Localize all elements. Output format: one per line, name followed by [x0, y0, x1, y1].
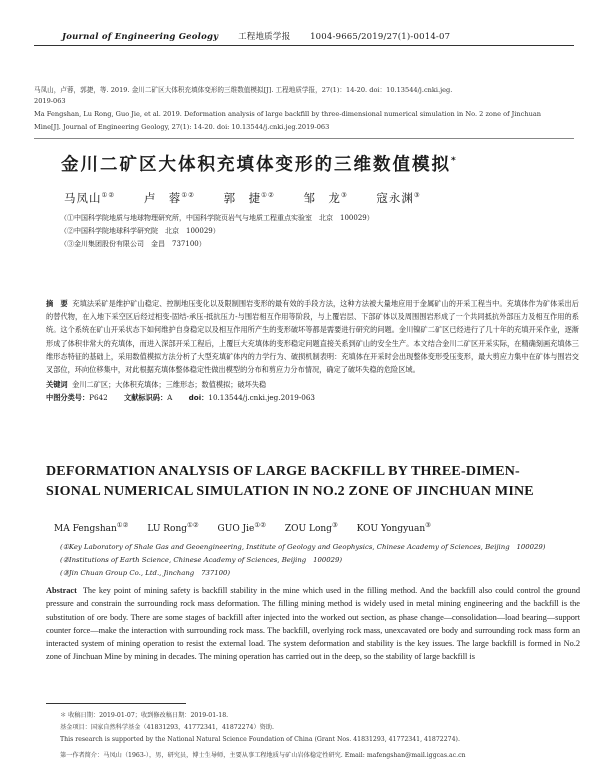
clc-code: P642	[89, 393, 108, 402]
clc-label: 中图分类号：	[46, 393, 90, 402]
journal-header	[62, 30, 450, 42]
citation-rule	[34, 138, 574, 139]
author-en: ZOU Long③	[284, 521, 338, 534]
affiliation-en: (②Institutions of Earth Science, Chinese Academy of Sciences, Beijing 100029)	[60, 556, 343, 564]
author-en: MA Fengshan①②	[54, 521, 129, 534]
citation-cn-line-1: 马凤山，卢蓉，郭捷，等. 2019. 金川二矿区大体积充填体变形的三维数值模拟[J]. 工程地质学报，27(1)：14-20. doi：10.13544/j.cnki.jeg.	[34, 86, 453, 94]
doc-code-label: 文献标识码：	[124, 393, 168, 402]
footnote-funding-en: This research is supported by the National Natural Science Foundation of China (Grant Nos. 41831293, 41772341, 41872274).	[60, 736, 460, 743]
classification-cn	[46, 393, 315, 403]
affiliation-cn: （①中国科学院地质与地球物理研究所，中国科学院页岩气与地质工程重点实验室 北京 100029）	[60, 214, 374, 222]
authors-en	[54, 521, 447, 534]
keywords-cn	[46, 380, 266, 390]
affiliation-cn: （②中国科学院地球科学研究院 北京 100029）	[60, 227, 220, 235]
title-en-line-1: DEFORMATION ANALYSIS OF LARGE BACKFILL BY THREE-DIMEN-	[46, 464, 520, 479]
citation-en-line-1: Ma Fengshan, Lu Rong, Guo Jie, et al. 2019. Deformation analysis of large backfill by three-dimensional numerical simulation in No. 2 zone of Jinchuan	[34, 110, 542, 118]
author-en: GUO Jie①②	[217, 521, 267, 534]
title-cn	[61, 151, 458, 176]
abstract-cn	[46, 297, 579, 376]
footnote-author: 第一作者简介：马凤山（1963-），男，研究员，博士生导师，主要从事工程地质与矿山岩体稳定性研究. Email: mafengshan@mail.iggcas.ac.cn	[60, 752, 466, 759]
footnote-rule	[46, 703, 186, 704]
doi-value: 10.13544/j.cnki.jeg.2019-063	[208, 393, 316, 402]
citation-en-line-2: Mine[J]. Journal of Engineering Geology, 27(1): 14-20. doi: 10.13544/j.cnki.jeg.2019-063	[34, 123, 330, 131]
keywords-cn-text: 金川二矿区；大体积充填体；三维形态；数值模拟；破坏失稳	[72, 380, 267, 389]
abstract-cn-label: 摘 要	[46, 299, 68, 308]
journal-name-en: Journal of Engineering Geology	[62, 32, 219, 42]
authors-cn	[64, 190, 445, 206]
doi-label: doi：	[188, 393, 209, 402]
affiliation-en: (③Jin Chuan Group Co., Ltd., Jinchang 737100)	[60, 569, 231, 577]
abstract-en-text: The key point of mining safety is backfill stability in the mine which used in the filling method. And the backfill also could control the ground pressure and constrain the surrounding rock mass deformation. The filling mining method is widely used in metal mining engineering and the backfill is the substitution of ore body. There are some stages of backfill after injected into the worked out section, as phase change—consolidation—load bearing—support counter force—make the interaction with surrounding rock mass. The backfill, overlying rock mass, unexcavated ore body and surrounding rock mass form an interacted system of mining operation to resist the external load. The system deformation and stability is the key issues. The large backfill is formed in No.2 zone of Jinchuan Mine by mining in decades. The mining operation has carried out in the deep, so the stability of large backfill is	[46, 586, 580, 662]
affiliation-cn: （③金川集团股份有限公司 金昌 737100）	[60, 240, 206, 248]
header-rule	[34, 45, 574, 46]
author-en: KOU Yongyuan③	[356, 521, 431, 534]
citation-cn-line-2: 2019-063	[34, 97, 66, 105]
abstract-en-label: Abstract	[46, 586, 77, 595]
doc-code: A	[167, 393, 173, 402]
abstract-en	[46, 584, 580, 664]
title-en-line-2: SIONAL NUMERICAL SIMULATION IN NO.2 ZONE OF JINCHUAN MINE	[46, 484, 534, 499]
keywords-cn-label: 关键词	[46, 380, 68, 389]
abstract-cn-text: 充填法采矿是维护矿山稳定、控制地压变化以及限制围岩变形的最有效的手段方法，这种方法被大量地应用于金属矿山的开采工程当中。充填体作为矿体采出后的替代物，在入地下采空区后经过相变-固结-承压-抵抗压力-与围岩相互作用等阶段，与上覆岩层、下部矿体以及周围围岩形成了一个共同抵抗外部压力及相互作用的系统。这个系统在矿山开采状态下如何维护自身稳定以及相互作用所产生的变形破坏等都是需要进行研究的问题。金川镍矿二矿区已经进行了几十年的充填开采作业，逐渐形成了体积非常大的充填体，而进入深部开采工程后，上覆巨大充填体的变形稳定问题直接关系到矿山的安全生产。本文结合金川二矿区开采实际，在精确刻画充填体三维形态特征的基础上，采用数值模拟方法分析了大型充填矿体内的力学行为、破损机制表明：充填体在开采时会出现整体变形受压变形，最大剪应力集中在矿体与围岩交叉部位，环向位移集中，对此根据充填体整体稳定性做出模型的分布和剪应力分布情况，确定了破坏失稳的危险区域。	[46, 299, 579, 375]
author-cn: 卢 蓉①②	[143, 191, 195, 205]
issn-doi: 1004-9665/2019/27(1)-0014-07	[310, 32, 451, 42]
footnote-received: ＊ 收稿日期：2019-01-07；收到修改稿日期：2019-01-18.	[60, 712, 229, 719]
affiliation-en: (①Key Laboratory of Shale Gas and Geoengineering, Institute of Geology and Geophysics, Chinese Academy of Sciences, Beijing 100029)	[60, 543, 546, 551]
author-en: LU Rong①②	[147, 521, 199, 534]
author-cn: 郭 捷①②	[223, 191, 275, 205]
footnote-funding-cn: 基金项目：国家自然科学基金（41831293，41772341，41872274）资助.	[60, 724, 275, 731]
author-cn: 邹 龙③	[303, 191, 348, 205]
author-cn: 寇永渊③	[376, 191, 421, 205]
title-cn-mark: *	[451, 156, 458, 167]
journal-name-cn: 工程地质学报	[238, 32, 291, 42]
author-cn: 马凤山①②	[64, 191, 116, 205]
title-cn-text: 金川二矿区大体积充填体变形的三维数值模拟	[61, 155, 451, 175]
